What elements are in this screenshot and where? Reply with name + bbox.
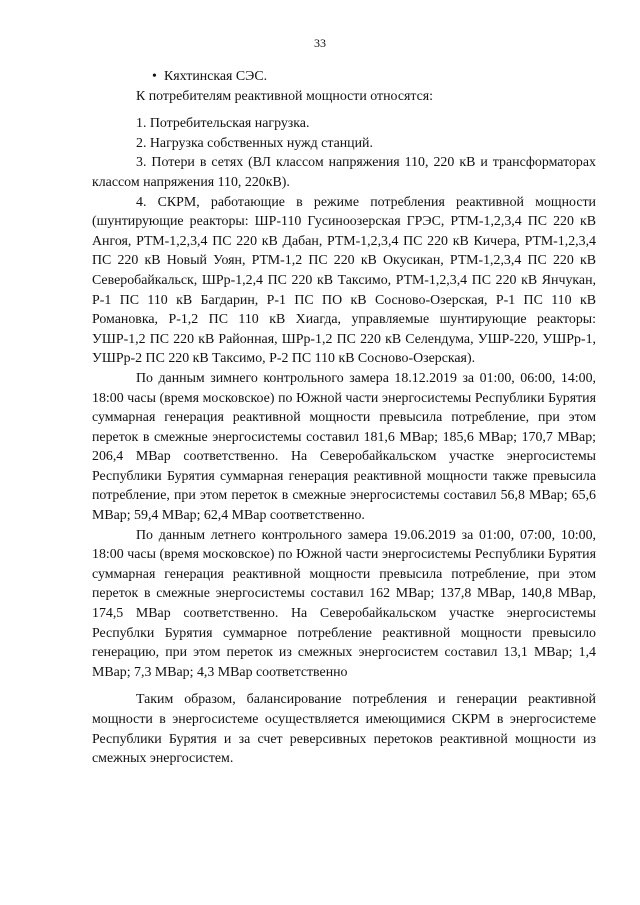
bullet-text: Кяхтинская СЭС. (164, 69, 268, 84)
intro-text: К потребителям реактивной мощности относятся: (136, 88, 434, 104)
page-content (92, 67, 596, 769)
spacer (92, 106, 596, 114)
bullet-dot-icon: • (152, 69, 157, 84)
paragraph-winter: По данным зимнего контрольного замера 18.12.2019 за 01:00, 06:00, 14:00, 18:00 часы (время московское) по Южной части энергосистемы Республики Бурятия суммарная генерация реактивной мощности превысила потребление, при этом переток в смежные энергосистемы составил 181,6 МВар; 185,6 МВар; 170,7 МВар; 206,4 МВар соответственно. На Северобайкальском участке энергосистемы Республики Бурятия суммарная генерация реактивной мощности также превысила потребление, при этом переток в смежные энергосистемы составил 56,8 МВар; 65,6 МВар; 59,4 МВар; 62,4 МВар соответственно. (92, 370, 596, 524)
list-item-4: 4. СКРМ, работающие в режиме потребления реактивной мощности (шунтирующие реакторы: ШР-110 Гусиноозерская ГРЭС, РТМ-1,2,3,4 ПС 220 кВ Ангоя, РТМ-1,2,3,4 ПС 220 кВ Дабан, РТМ-1,2,3,4 ПС 220 кВ Кичера, РТМ-1,2,3,4 ПС 220 кВ Новый Уоян, РТМ-1,2 ПС 220 кВ Окусикан, РТМ-1,2,3,4 ПС 220 кВ Северобайкальск, ШРр-1,2,4 ПС 220 кВ Таксимо, РТМ-1,2,3,4 ПС 220 кВ Янчукан, Р-1 ПС 110 кВ Багдарин, Р-1 ПС ПО кВ Сосново-Озерская, Р-1 ПС 110 кВ Романовка, Р-1,2 ПС 110 кВ Хиагда, управляемые шунтирующие реакторы: УШР-1,2 ПС 220 кВ Районная, ШРр-1,2 ПС 220 кВ Селендума, УШР-220, УШРр-1, УШРр-2 ПС 220 кВ Таксимо, Р-2 ПС 110 кВ Сосново-Озерская). (92, 194, 596, 367)
list-item-2: 2. Нагрузка собственных нужд станций. (136, 135, 373, 151)
bullet-item (92, 67, 596, 87)
page-number: 33 (314, 36, 326, 50)
spacer (92, 682, 596, 690)
paragraph-summer: По данным летнего контрольного замера 19.06.2019 за 01:00, 07:00, 10:00, 18:00 часы (время московское) по Южной части энергосистемы Республики Бурятия суммарная генерация реактивной мощности превысила потребление, при этом переток в смежные энергосистемы составил 162 МВар; 137,8 МВар, 140,8 МВар, 174,5 МВар соответственно. На Северобайкальском участке энергосистемы Республки Бурятия суммарное потребление реактивной мощности превысило генерацию, при этом переток из смежных энергосистем составил 13,1 МВар; 1,4 МВар; 7,3 МВар; 4,3 МВар соответственно (92, 527, 596, 680)
list-item-3: 3. Потери в сетях (ВЛ классом напряжения 110, 220 кВ и трансформаторах классом напряжения 110, 220кВ). (92, 155, 596, 190)
paragraph-conclusion: Таким образом, балансирование потребления и генерации реактивной мощности в энергосистеме осуществляется имеющимися СКРМ в энергосистеме Республики Бурятия и за счет реверсивных перетоков реактивной мощности из смежных энергосистем. (92, 692, 596, 767)
list-item-1: 1. Потребительская нагрузка. (136, 116, 310, 132)
